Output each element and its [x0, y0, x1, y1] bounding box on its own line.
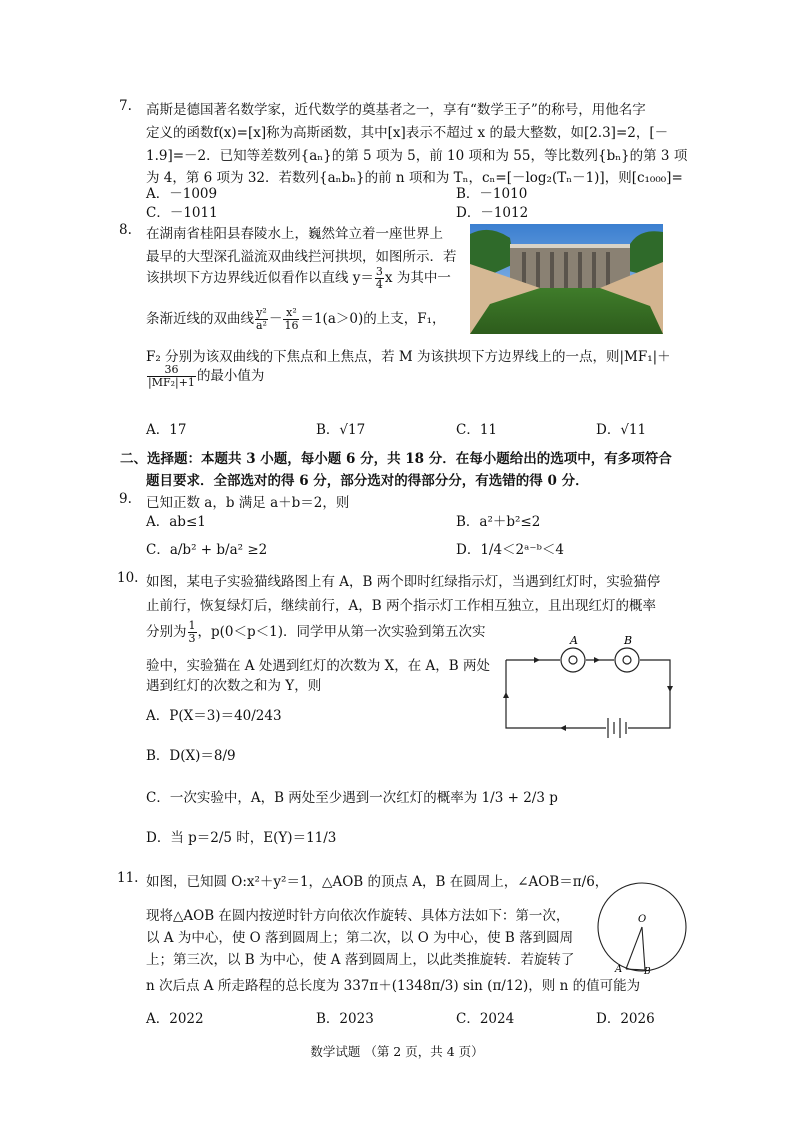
q8-line-5: F₂ 分别为该双曲线的下焦点和上焦点，若 M 为该拱坝下方边界线上的一点，则|MF₁|＋: [146, 349, 671, 365]
fraction-three-quarters: $\frac{3}{4}$: [375, 265, 383, 291]
fraction-x2-16: $\frac{\text{x²}}{16}$: [284, 306, 299, 332]
q8-line-3: 该拱坝下方边界线近似看作以直线 y＝ $\frac{3}{4}$ x 为其中一: [146, 265, 451, 291]
fraction-36: $\frac{36}{\text{|MF₂|+1}}$: [148, 363, 195, 389]
page-footer: 数学试题 （第 2 页，共 4 页）: [310, 1044, 484, 1059]
q10-line-2: 止前行，恢复绿灯后，继续前行，A，B 两个指示灯工作相互独立，且出现红灯的概率: [146, 598, 656, 614]
q11-line-5: n 次后点 A 所走路程的总长度为 337π＋(1348π/3) sin (π/12)，则 n 的值可能为: [146, 978, 641, 994]
q11-option-b: B．2023: [316, 1011, 374, 1027]
q8-option-d: D．√11: [596, 422, 647, 438]
q11-line-1: 如图，已知圆 O:x²＋y²＝1，△AOB 的顶点 A，B 在圆周上，∠AOB＝π/6，: [146, 874, 609, 890]
q9-option-d: D．1/4＜2ᵃ⁻ᵇ＜4: [456, 542, 564, 558]
q7-option-a: A．－1009: [146, 186, 218, 202]
q8-option-c: C．11: [456, 422, 498, 438]
q11-option-c: C．2024: [456, 1011, 515, 1027]
label-b: B: [644, 967, 651, 975]
direction-arrows: [503, 657, 673, 731]
question-number: 11.: [117, 870, 139, 886]
label-a: A: [615, 964, 623, 975]
q7-option-c: C．－1011: [146, 205, 218, 221]
fraction-y2-a2: $\frac{\text{y²}}{\text{a²}}$: [256, 306, 267, 332]
q11-option-d: D．2026: [596, 1011, 655, 1027]
question-number: 8.: [119, 222, 132, 238]
q8-option-a: A．17: [146, 422, 187, 438]
q7-option-b: B．－1010: [456, 186, 528, 202]
circle-diagram: [595, 880, 690, 975]
q7-line-1: 高斯是德国著名数学家，近代数学的奠基者之一，享有“数学王子”的称号，用他名字: [146, 102, 646, 118]
q11-option-a: A．2022: [146, 1011, 204, 1027]
label-b: B: [624, 634, 633, 647]
q10-line-3: 分别为 $\frac{1}{3}$ ，p(0＜p＜1)．同学甲从第一次实验到第五次实: [146, 619, 486, 645]
question-number: 10.: [117, 570, 139, 586]
question-number: 9.: [119, 491, 132, 507]
q8-option-b: B．√17: [316, 422, 366, 438]
q10-option-d: D．当 p＝2/5 时，E(Y)＝11/3: [146, 830, 337, 846]
battery-icon: [608, 718, 626, 738]
q8-line-6: $\frac{36}{\text{|MF₂|+1}}$ 的最小值为: [148, 363, 265, 389]
light-a-icon: [569, 656, 577, 664]
q9-option-a: A．ab≤1: [146, 514, 206, 530]
q8-line-4: 条渐近线的双曲线 $\frac{\text{y²}}{\text{a²}}$ － $\frac{\text{x²}}{16}$ ＝1(a＞0)的上支，F₁，: [146, 306, 446, 332]
q11-line-4: 上；第三次，以 B 为中心，使 A 落到圆周上，以此类推旋转．若旋转了: [146, 952, 575, 968]
q10-option-c: C．一次实验中，A，B 两处至少遇到一次红灯的概率为 1/3 + 2/3 p: [146, 790, 558, 806]
label-o: O: [638, 914, 647, 925]
q9-option-c: C．a/b² + b/a² ≥2: [146, 542, 268, 558]
light-b-icon: [623, 656, 631, 664]
label-a: A: [570, 634, 578, 647]
question-number: 7.: [119, 98, 132, 114]
section-2-header-line-2: 题目要求．全部选对的得 6 分，部分选对的得部分分，有选错的得 0 分．: [146, 473, 589, 489]
q7-line-3: 1.9]=－2．已知等差数列{aₙ}的第 5 项为 5，前 10 项和为 55，等比数列{bₙ}的第 3 项: [146, 148, 688, 164]
q9-stem: 已知正数 a，b 满足 a＋b＝2，则: [146, 495, 350, 511]
dam-photo: [470, 224, 663, 334]
q11-line-3: 以 A 为中心，使 O 落到圆周上；第二次，以 O 为中心，使 B 落到圆周: [146, 930, 574, 946]
q10-option-b: B．D(X)＝8/9: [146, 748, 236, 764]
q7-line-4: 为 4，第 6 项为 32．若数列{aₙbₙ}的前 n 项和为 Tₙ，cₙ=[－log₂(Tₙ－1)]，则[c₁₀₀₀]=: [146, 170, 683, 186]
q9-option-b: B．a²＋b²≤2: [456, 514, 541, 530]
q8-line-1: 在湖南省桂阳县春陵水上，巍然耸立着一座世界上: [146, 226, 443, 242]
q10-option-a: A．P(X＝3)＝40/243: [146, 708, 282, 724]
q10-line-5: 遇到红灯的次数之和为 Y，则: [146, 678, 322, 694]
q8-line-2: 最早的大型深孔溢流双曲线拦河拱坝，如图所示．若: [146, 249, 457, 265]
q7-option-d: D．－1012: [456, 205, 529, 221]
q10-line-4: 验中，实验猫在 A 处遇到红灯的次数为 X，在 A，B 两处: [146, 658, 490, 674]
q7-line-2: 定义的函数f(x)=[x]称为高斯函数，其中[x]表示不超过 x 的最大整数，如[2.3]=2，[－: [146, 125, 669, 141]
q11-line-2: 现将△AOB 在圆内按逆时针方向依次作旋转、具体方法如下：第一次，: [146, 908, 570, 924]
q10-line-1: 如图，某电子实验猫线路图上有 A，B 两个即时红绿指示灯，当遇到红灯时，实验猫停: [146, 574, 661, 590]
circuit-diagram: [500, 630, 680, 745]
section-2-header-line-1: 二、选择题：本题共 3 小题，每小题 6 分，共 18 分．在每小题给出的选项中，有多项符合: [120, 451, 672, 467]
fraction-one-third: $\frac{1}{3}$: [188, 619, 196, 645]
